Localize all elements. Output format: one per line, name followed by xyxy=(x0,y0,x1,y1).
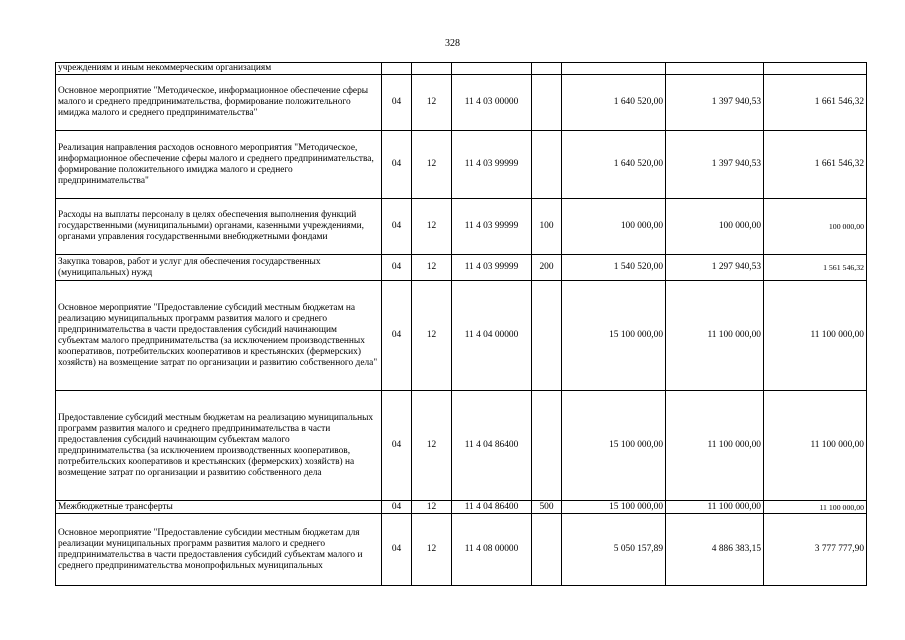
section-code: 04 xyxy=(382,514,412,586)
subsection-code: 12 xyxy=(412,131,452,199)
table-row xyxy=(56,514,867,586)
subsection-code: 12 xyxy=(412,281,452,391)
amount-year-1 xyxy=(562,63,666,75)
row-name: Основное мероприятие "Предоставление субсидий местным бюджетам на реализацию муниципальных программ развития малого и среднего предпринимательства в части предоставления субсидий начинающим субъектам малого предпринимательства (за исключением производственных кооперативов, потребительских кооперативов и крестьянских (фермерских) хозяйств) на возмещение затрат по организации и развитию собственного дела" xyxy=(56,281,382,391)
expense-type-code xyxy=(532,391,562,501)
row-name: Расходы на выплаты персоналу в целях обеспечения выполнения функций государственными (муниципальными) органами, казенными учреждениями, органами управления государственными внебюджетными фондами xyxy=(56,199,382,255)
section-code xyxy=(382,63,412,75)
expense-type-code xyxy=(532,63,562,75)
expense-type-code xyxy=(532,281,562,391)
amount-year-2: 4 886 383,15 xyxy=(666,514,764,586)
amount-year-3 xyxy=(764,63,867,75)
section-code: 04 xyxy=(382,199,412,255)
expense-type-code xyxy=(532,131,562,199)
amount-year-1: 1 640 520,00 xyxy=(562,131,666,199)
amount-year-2: 1 397 940,53 xyxy=(666,131,764,199)
table-row xyxy=(56,501,867,514)
target-article-code: 11 4 03 99999 xyxy=(452,131,532,199)
amount-year-2: 11 100 000,00 xyxy=(666,281,764,391)
target-article-code: 11 4 04 86400 xyxy=(452,391,532,501)
amount-year-3: 11 100 000,00 xyxy=(764,391,867,501)
row-name: Основное мероприятие "Предоставление субсидии местным бюджетам для реализации муниципальных программ развития малого и среднего предпринимательства в части предоставления субсидий субъектам малого и среднего предпринимательства монопрофильных муниципальных xyxy=(56,514,382,586)
amount-year-1: 15 100 000,00 xyxy=(562,391,666,501)
subsection-code: 12 xyxy=(412,75,452,131)
amount-year-3: 3 777 777,90 xyxy=(764,514,867,586)
expense-type-code: 200 xyxy=(532,255,562,281)
row-name: Межбюджетные трансферты xyxy=(56,501,382,514)
subsection-code: 12 xyxy=(412,255,452,281)
amount-year-3: 11 100 000,00 xyxy=(764,501,867,514)
amount-year-1: 100 000,00 xyxy=(562,199,666,255)
amount-year-2: 11 100 000,00 xyxy=(666,501,764,514)
target-article-code xyxy=(452,63,532,75)
row-name: Реализация направления расходов основного мероприятия "Методическое, информационное обеспечение сферы малого и среднего предпринимательства, формирование положительного имиджа малого и среднего предпринимательства" xyxy=(56,131,382,199)
section-code: 04 xyxy=(382,391,412,501)
table-row xyxy=(56,63,867,75)
amount-year-2 xyxy=(666,63,764,75)
section-code: 04 xyxy=(382,131,412,199)
amount-year-2: 100 000,00 xyxy=(666,199,764,255)
expense-type-code: 100 xyxy=(532,199,562,255)
amount-year-3: 11 100 000,00 xyxy=(764,281,867,391)
section-code: 04 xyxy=(382,75,412,131)
subsection-code: 12 xyxy=(412,391,452,501)
row-name: Основное мероприятие "Методическое, информационное обеспечение сферы малого и среднего предпринимательства, формирование положительного имиджа малого и среднего предпринимательства" xyxy=(56,75,382,131)
table-row xyxy=(56,281,867,391)
target-article-code: 11 4 03 00000 xyxy=(452,75,532,131)
section-code: 04 xyxy=(382,255,412,281)
table-row xyxy=(56,75,867,131)
table-row xyxy=(56,255,867,281)
amount-year-1: 15 100 000,00 xyxy=(562,501,666,514)
target-article-code: 11 4 08 00000 xyxy=(452,514,532,586)
amount-year-1: 5 050 157,89 xyxy=(562,514,666,586)
amount-year-1: 15 100 000,00 xyxy=(562,281,666,391)
subsection-code: 12 xyxy=(412,514,452,586)
section-code: 04 xyxy=(382,281,412,391)
expense-type-code: 500 xyxy=(532,501,562,514)
row-name: Закупка товаров, работ и услуг для обеспечения государственных (муниципальных) нужд xyxy=(56,255,382,281)
amount-year-3: 100 000,00 xyxy=(764,199,867,255)
section-code: 04 xyxy=(382,501,412,514)
subsection-code xyxy=(412,63,452,75)
target-article-code: 11 4 04 86400 xyxy=(452,501,532,514)
target-article-code: 11 4 04 00000 xyxy=(452,281,532,391)
table-row xyxy=(56,199,867,255)
target-article-code: 11 4 03 99999 xyxy=(452,199,532,255)
amount-year-1: 1 640 520,00 xyxy=(562,75,666,131)
target-article-code: 11 4 03 99999 xyxy=(452,255,532,281)
table-row xyxy=(56,131,867,199)
amount-year-2: 1 297 940,53 xyxy=(666,255,764,281)
row-name: учреждениям и иным некоммерческим организациям xyxy=(56,63,382,75)
amount-year-2: 11 100 000,00 xyxy=(666,391,764,501)
expense-type-code xyxy=(532,514,562,586)
amount-year-2: 1 397 940,53 xyxy=(666,75,764,131)
table-row xyxy=(56,391,867,501)
amount-year-3: 1 661 546,32 xyxy=(764,75,867,131)
amount-year-1: 1 540 520,00 xyxy=(562,255,666,281)
page-number: 328 xyxy=(445,38,460,49)
subsection-code: 12 xyxy=(412,199,452,255)
amount-year-3: 1 561 546,32 xyxy=(764,255,867,281)
row-name: Предоставление субсидий местным бюджетам на реализацию муниципальных программ развития малого и среднего предпринимательства в части предоставления субсидий начинающим субъектам малого предпринимательства (за исключением производственных кооперативов, потребительских кооперативов и крестьянских (фермерских) хозяйств) на возмещение затрат по организации и развитию собственного дела xyxy=(56,391,382,501)
expense-type-code xyxy=(532,75,562,131)
budget-table xyxy=(55,62,867,586)
amount-year-3: 1 661 546,32 xyxy=(764,131,867,199)
subsection-code: 12 xyxy=(412,501,452,514)
